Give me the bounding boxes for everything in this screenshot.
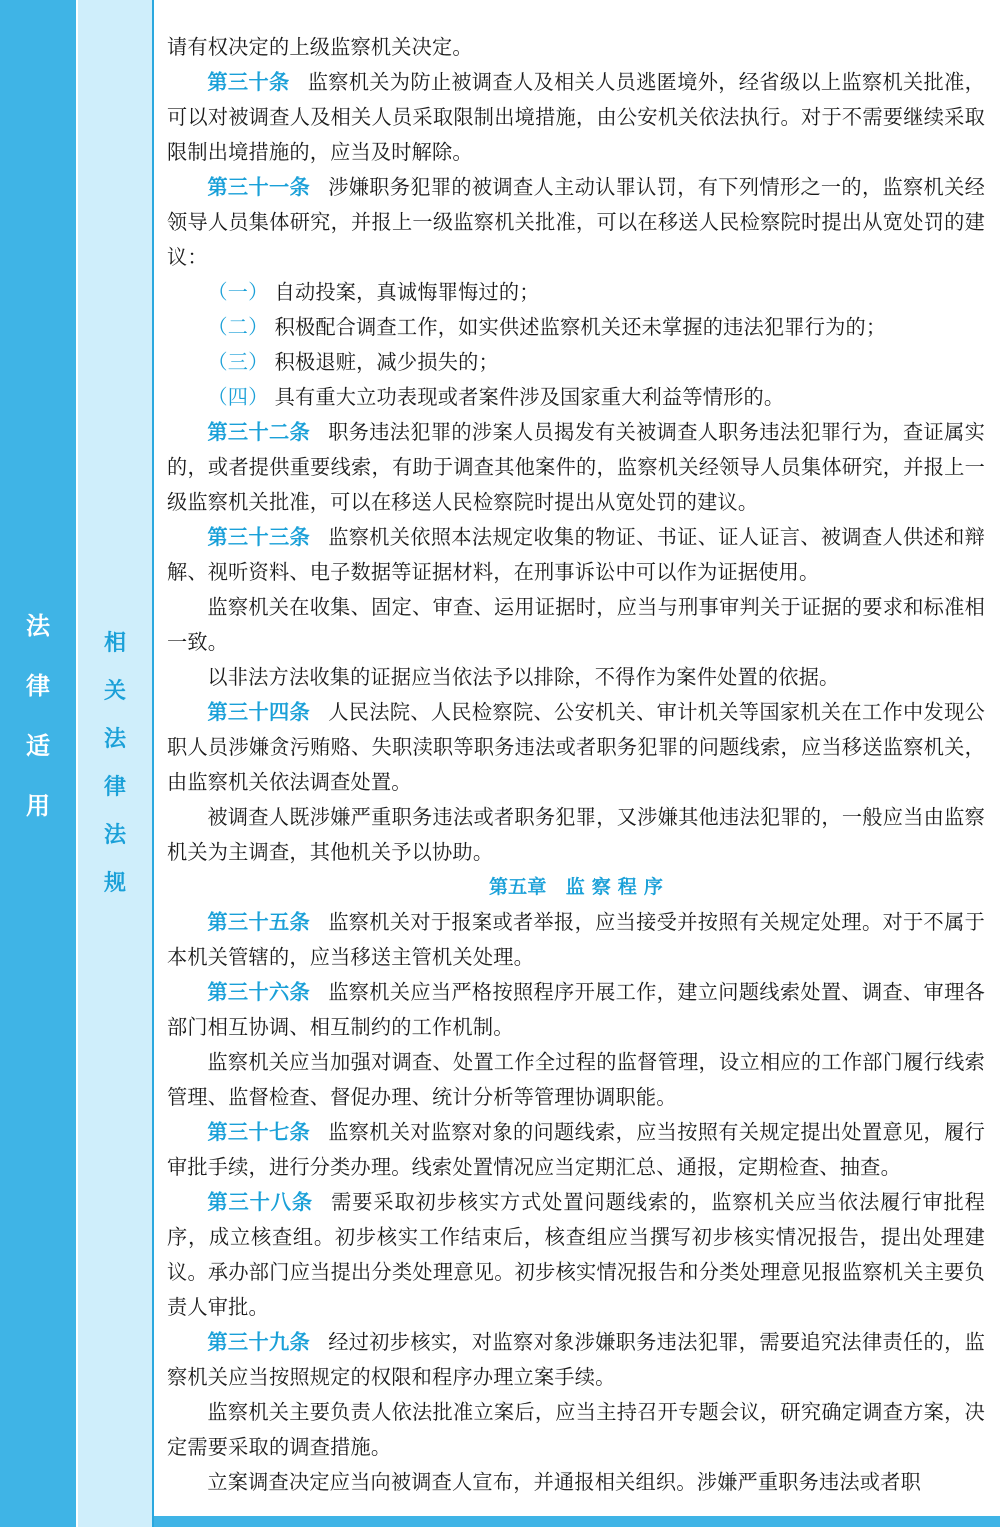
article-number: 第三十一条 xyxy=(207,175,311,199)
sidebar-char: 用 xyxy=(26,792,50,820)
paragraph-text: 职务违法犯罪的涉案人员揭发有关被调查人职务违法犯罪行为，查证属实的，或者提供重要线索，有助于调查其他案件的，监察机关经领导人员集体研究，并报上一级监察机关批准，可以在移送人民检察院时提出从宽处罚的建议。 xyxy=(167,420,985,514)
article-number: 第三十八条 xyxy=(207,1190,313,1214)
paragraph-text: 监察机关为防止被调查人及相关人员逃匿境外，经省级以上监察机关批准，可以对被调查人及相关人员采取限制出境措施，由公安机关依法执行。对于不需要继续采取限制出境措施的，应当及时解除。 xyxy=(167,70,985,164)
paragraph xyxy=(167,30,985,65)
sidebar-char: 规 xyxy=(103,871,126,896)
paragraph-text: 涉嫌职务犯罪的被调查人主动认罪认罚，有下列情形之一的，监察机关经领导人员集体研究，并报上一级监察机关批准，可以在移送人民检察院时提出从宽处罚的建议： xyxy=(167,175,985,269)
paragraph-text: 自动投案，真诚悔罪悔过的； xyxy=(274,280,540,304)
article-paragraph xyxy=(167,905,985,975)
article-number: 第三十五条 xyxy=(207,910,311,934)
item-number: （四） xyxy=(207,385,269,409)
list-item xyxy=(167,310,985,345)
item-number: （三） xyxy=(207,350,269,374)
paragraph-text: 以非法方法收集的证据应当依法予以排除，不得作为案件处置的依据。 xyxy=(207,665,840,689)
paragraph-text: 被调查人既涉嫌严重职务违法或者职务犯罪，又涉嫌其他违法犯罪的，一般应当由监察机关为主调查，其他机关予以协助。 xyxy=(167,805,985,864)
article-number: 第三十三条 xyxy=(207,525,311,549)
paragraph-text: 请有权决定的上级监察机关决定。 xyxy=(167,35,473,59)
article-paragraph xyxy=(167,1325,985,1395)
list-item xyxy=(167,275,985,310)
article-paragraph xyxy=(167,65,985,170)
article-paragraph xyxy=(167,520,985,590)
article-number: 第三十九条 xyxy=(207,1330,311,1354)
sidebar-char: 相 xyxy=(103,631,126,656)
paragraph-text: 人民法院、人民检察院、公安机关、审计机关等国家机关在工作中发现公职人员涉嫌贪污贿赂、失职渎职等职务违法或者职务犯罪的问题线索，应当移送监察机关，由监察机关依法调查处置。 xyxy=(167,700,985,794)
article-number: 第三十六条 xyxy=(207,980,311,1004)
list-item xyxy=(167,380,985,415)
paragraph-text: 积极配合调查工作，如实供述监察机关还未掌握的违法犯罪行为的； xyxy=(274,315,887,339)
item-number: （一） xyxy=(207,280,269,304)
paragraph xyxy=(167,1465,985,1500)
item-number: （二） xyxy=(207,315,269,339)
sidebar-char: 律 xyxy=(26,672,50,700)
paragraph-text: 积极退赃，减少损失的； xyxy=(274,350,499,374)
sidebar-char: 律 xyxy=(103,775,126,800)
paragraph-text: 监察机关在收集、固定、审查、运用证据时，应当与刑事审判关于证据的要求和标准相一致。 xyxy=(167,595,985,654)
article-paragraph xyxy=(167,170,985,275)
sidebar-char: 法 xyxy=(103,727,126,752)
article-paragraph xyxy=(167,975,985,1045)
subcategory-label-vertical xyxy=(76,620,154,908)
article-number: 第三十七条 xyxy=(207,1120,311,1144)
article-number: 第三十二条 xyxy=(207,420,311,444)
bottom-rule xyxy=(154,1516,1000,1527)
paragraph-text: 立案调查决定应当向被调查人宣布，并通报相关组织。涉嫌严重职务违法或者职 xyxy=(207,1470,921,1494)
article-paragraph xyxy=(167,1185,985,1325)
article-paragraph xyxy=(167,695,985,800)
paragraph-text: 监察机关主要负责人依法批准立案后，应当主持召开专题会议，研究确定调查方案，决定需要采取的调查措施。 xyxy=(167,1400,985,1459)
article-paragraph xyxy=(167,415,985,520)
sidebar-char: 法 xyxy=(103,823,126,848)
paragraph-text: 监察机关应当加强对调查、处置工作全过程的监督管理，设立相应的工作部门履行线索管理、监督检查、督促办理、统计分析等管理协调职能。 xyxy=(167,1050,985,1109)
document-body xyxy=(167,30,985,1500)
article-paragraph xyxy=(167,1115,985,1185)
paragraph-text: 具有重大立功表现或者案件涉及国家重大利益等情形的。 xyxy=(274,385,785,409)
paragraph xyxy=(167,660,985,695)
paragraph-text: 经过初步核实，对监察对象涉嫌职务违法犯罪，需要追究法律责任的，监察机关应当按照规定的权限和程序办理立案手续。 xyxy=(167,1330,985,1389)
paragraph xyxy=(167,800,985,870)
article-number: 第三十条 xyxy=(207,70,290,94)
chapter-heading: 第五章 监 察 程 序 xyxy=(488,876,664,898)
paragraph-text: 需要采取初步核实方式处置问题线索的，监察机关应当依法履行审批程序，成立核查组。初步核实工作结束后，核查组应当撰写初步核实情况报告，提出处理建议。承办部门应当提出分类处理意见。初步核实情况报告和分类处理意见报监察机关主要负责人审批。 xyxy=(167,1190,985,1319)
article-number: 第三十四条 xyxy=(207,700,311,724)
paragraph-text: 监察机关应当严格按照程序开展工作，建立问题线索处置、调查、审理各部门相互协调、相互制约的工作机制。 xyxy=(167,980,985,1039)
paragraph-text: 监察机关依照本法规定收集的物证、书证、证人证言、被调查人供述和辩解、视听资料、电子数据等证据材料，在刑事诉讼中可以作为证据使用。 xyxy=(167,525,985,584)
sidebar-char: 关 xyxy=(103,679,126,704)
sidebar-char: 法 xyxy=(26,612,50,640)
list-item xyxy=(167,345,985,380)
paragraph xyxy=(167,1045,985,1115)
paragraph-text: 监察机关对监察对象的问题线索，应当按照有关规定提出处置意见，履行审批手续，进行分类办理。线索处置情况应当定期汇总、通报，定期检查、抽查。 xyxy=(167,1120,985,1179)
category-label-vertical xyxy=(0,596,76,836)
paragraph xyxy=(167,590,985,660)
paragraph-text: 监察机关对于报案或者举报，应当接受并按照有关规定处理。对于不属于本机关管辖的，应当移送主管机关处理。 xyxy=(167,910,985,969)
paragraph xyxy=(167,1395,985,1465)
sidebar-char: 适 xyxy=(26,732,50,760)
